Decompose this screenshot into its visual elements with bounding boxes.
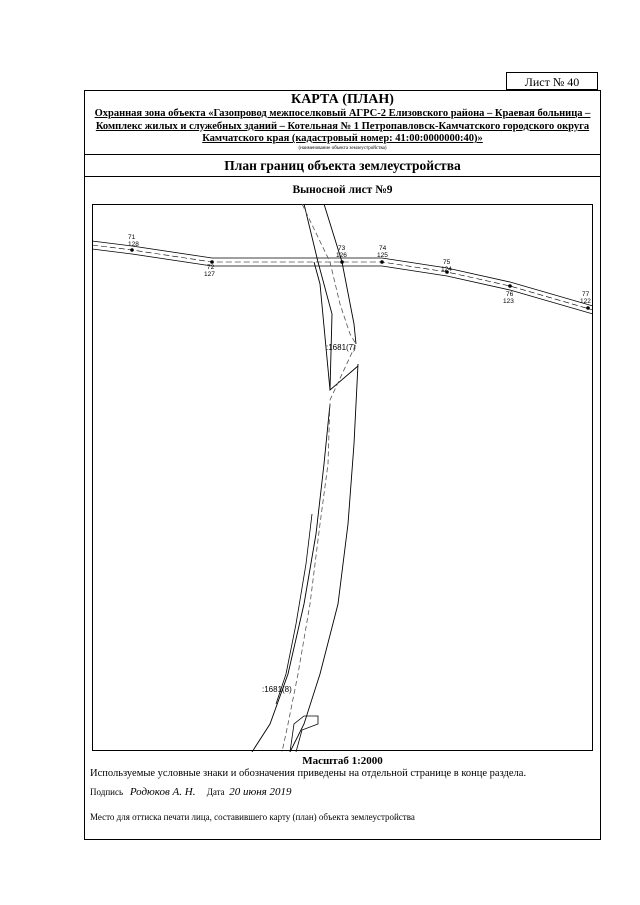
divider-plan: [84, 176, 601, 177]
boundary-point-sublabel: 122: [580, 298, 591, 305]
boundary-point-label: 75: [443, 259, 451, 266]
parcel-label: :1681(7): [326, 343, 356, 352]
parcel-label: :1681(8): [262, 685, 292, 694]
sheet-number: Лист № 40: [506, 72, 598, 90]
map-drawing: [92, 204, 593, 752]
boundary-point-label: 76: [506, 291, 514, 298]
boundary-point-label: 73: [338, 245, 346, 252]
boundary-point-77: [586, 306, 590, 310]
corridor-upper-left: [314, 262, 358, 390]
parcel-notch: [290, 716, 318, 752]
old-boundary-dashed: [282, 204, 356, 752]
boundary-point-76: [508, 284, 512, 288]
date-value: 20 июня 2019: [229, 786, 292, 798]
boundary-point-74: [380, 260, 384, 264]
boundary-point-sublabel: 123: [503, 298, 514, 305]
boundary-point-label: 77: [582, 291, 590, 298]
signature-label: Подпись: [90, 787, 124, 797]
inset-border: [93, 205, 593, 751]
boundary-point-label: 72: [207, 264, 215, 271]
corridor-upper: [304, 204, 356, 390]
date-label: Дата: [206, 787, 225, 797]
description-caption: (наименование объекта землеустройства): [298, 146, 387, 151]
legend-note: Используемые условные знаки и обозначения приведены на отдельной странице в конце раздела.: [90, 768, 527, 779]
boundary-point-71: [130, 248, 134, 252]
boundary-point-sublabel: 125: [377, 252, 388, 259]
plan-title: План границ объекта землеустройства: [224, 158, 461, 173]
boundary-point-73: [340, 260, 344, 264]
boundary-point-sublabel: 128: [128, 241, 139, 248]
divider-header: [84, 154, 601, 155]
boundary-point-label: 71: [128, 234, 136, 241]
inset-sheet-title: Выносной лист №9: [292, 184, 393, 196]
boundary-point-sublabel: 127: [204, 271, 215, 278]
parcel-strip-inner: [276, 514, 312, 704]
parcel-strip-right: [290, 364, 358, 752]
signature-name: Родюков А. Н.: [129, 786, 196, 798]
map-title: КАРТА (ПЛАН): [291, 92, 394, 107]
signature-row: [90, 786, 292, 798]
parcel-strip-left: [252, 404, 330, 752]
boundary-point-sublabel: 124: [441, 266, 452, 273]
seal-note: Место для оттиска печати лица, составившего карту (план) объекта землеустройства: [90, 812, 415, 822]
object-description: Охранная зона объекта «Газопровод межпоселковый АГРС-2 Елизовского района – Краевая больница – Комплекс жилых и служебных зданий – Котельная № 1 Петропавловск-Камчатского городского округа Камчатского края (кадастровый номер: 41:00:0000000:40)»: [94, 108, 591, 144]
boundary-point-sublabel: 126: [336, 252, 347, 259]
boundary-point-label: 74: [379, 245, 387, 252]
map-scale: Масштаб 1:2000: [302, 755, 383, 767]
